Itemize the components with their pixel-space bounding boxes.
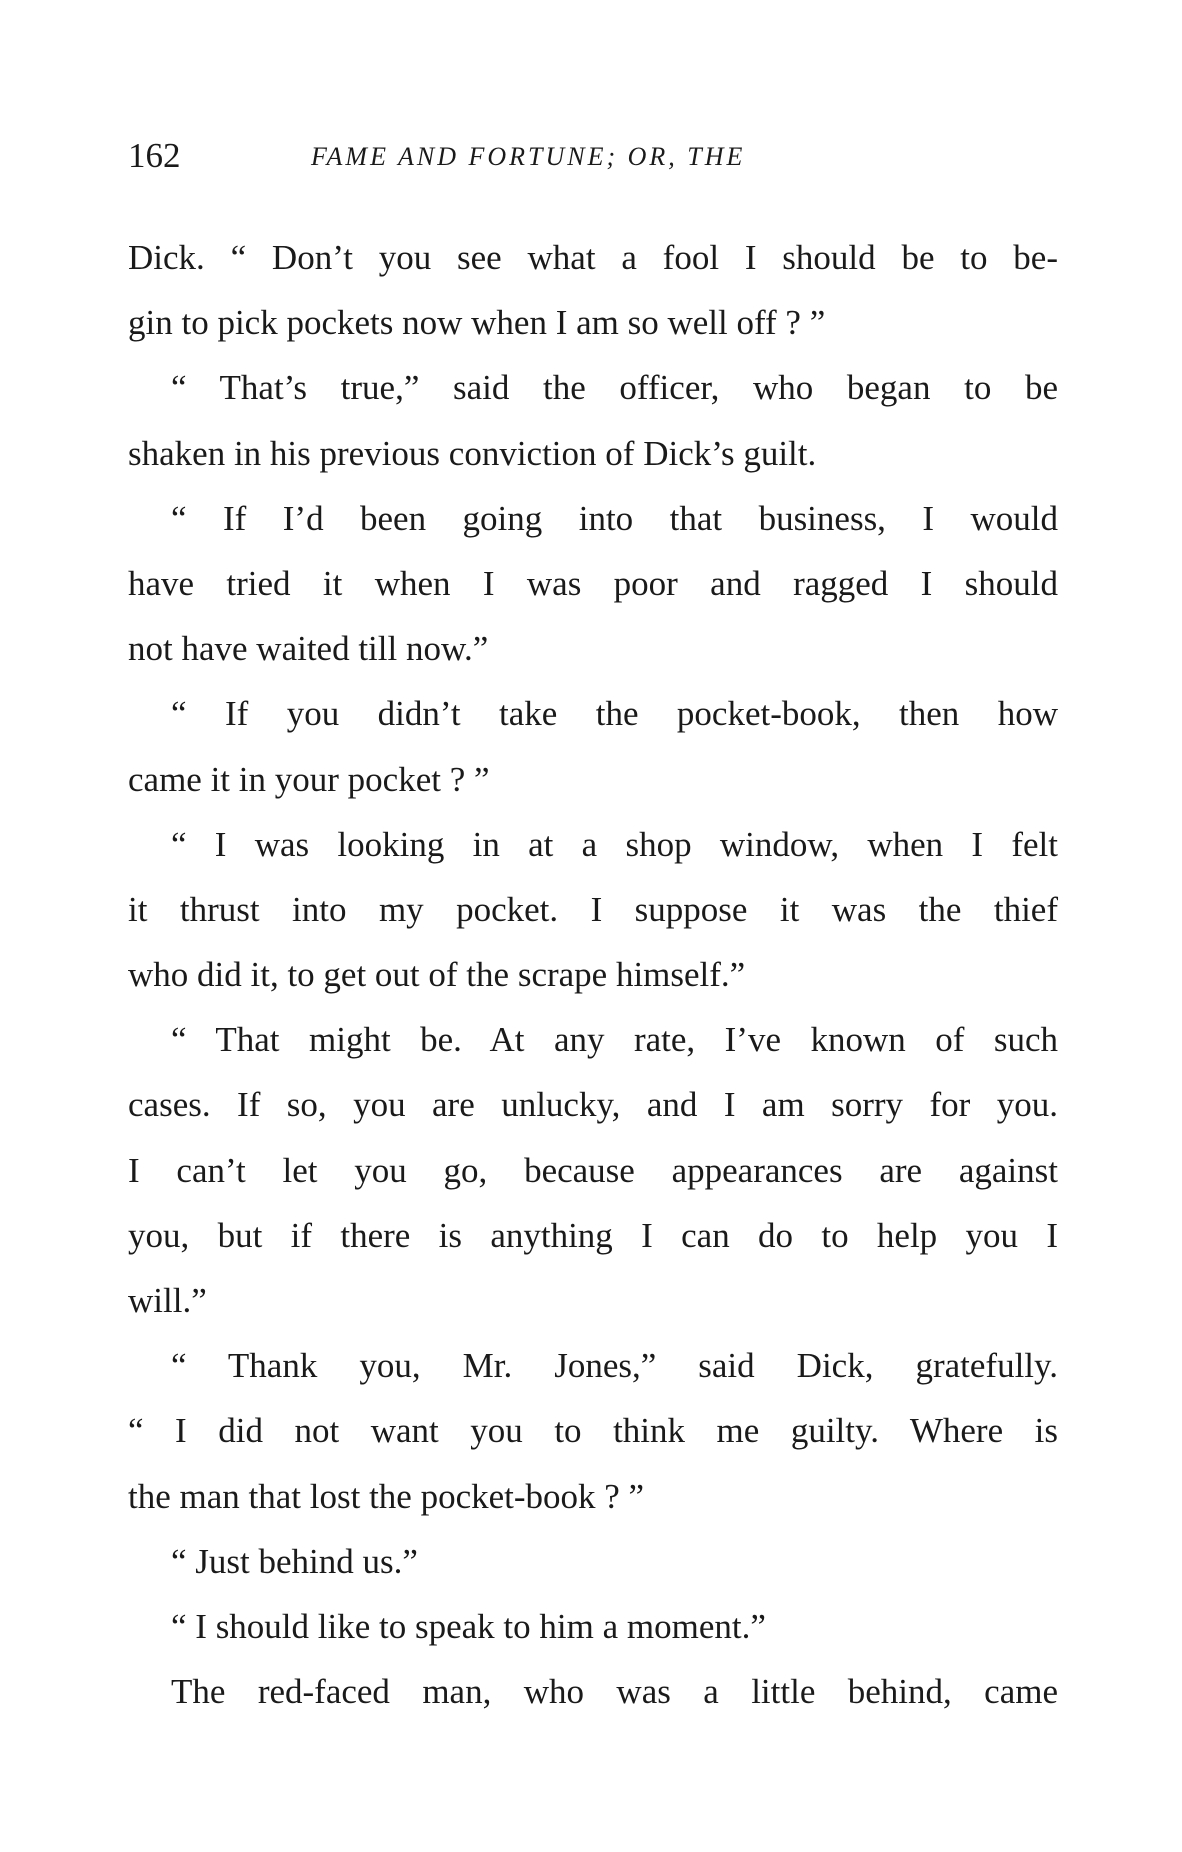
text-line: “ If you didn’t take the pocket-book, then how bbox=[171, 694, 1058, 734]
text-line: “ I did not want you to think me guilty. Where is bbox=[128, 1411, 1058, 1451]
text-line: will.” bbox=[128, 1281, 207, 1320]
text-line: cases. If so, you are unlucky, and I am sorry for you. bbox=[128, 1085, 1058, 1125]
page-number: 162 bbox=[128, 136, 181, 175]
text-line: you, but if there is anything I can do to help you I bbox=[128, 1215, 1058, 1255]
text-line: came it in your pocket ? ” bbox=[128, 759, 490, 799]
text-line: it thrust into my pocket. I suppose it was the thief bbox=[128, 889, 1058, 929]
text-line: “ Just behind us.” bbox=[171, 1541, 418, 1581]
text-line: shaken in his previous conviction of Dick’s guilt. bbox=[128, 433, 817, 473]
text-line: “ If I’d been going into that business, I would bbox=[171, 498, 1058, 538]
page-header bbox=[128, 131, 868, 181]
text-line: have tried it when I was poor and ragged I should bbox=[128, 563, 1058, 603]
text-line: “ I should like to speak to him a moment.” bbox=[171, 1606, 766, 1646]
text-line: I can’t let you go, because appearances are against bbox=[128, 1150, 1058, 1190]
text-line: “ I was looking in at a shop window, when I felt bbox=[171, 824, 1058, 864]
text-line: Dick. “ Don’t you see what a fool I should be to be- bbox=[128, 238, 1058, 277]
text-line: “ That might be. At any rate, I’ve known of such bbox=[171, 1020, 1058, 1060]
text-line: not have waited till now.” bbox=[128, 629, 489, 669]
text-line: the man that lost the pocket-book ? ” bbox=[128, 1476, 645, 1516]
text-line: The red-faced man, who was a little behind, came bbox=[171, 1672, 1058, 1712]
text-line: “ That’s true,” said the officer, who began to be bbox=[171, 368, 1058, 408]
body-text bbox=[128, 225, 1058, 1724]
text-line: gin to pick pockets now when I am so well off ? ” bbox=[128, 303, 826, 343]
text-line: who did it, to get out of the scrape himself.” bbox=[128, 955, 746, 995]
running-title: FAME AND FORTUNE; OR, THE bbox=[311, 142, 746, 171]
text-line: “ Thank you, Mr. Jones,” said Dick, gratefully. bbox=[171, 1346, 1058, 1386]
